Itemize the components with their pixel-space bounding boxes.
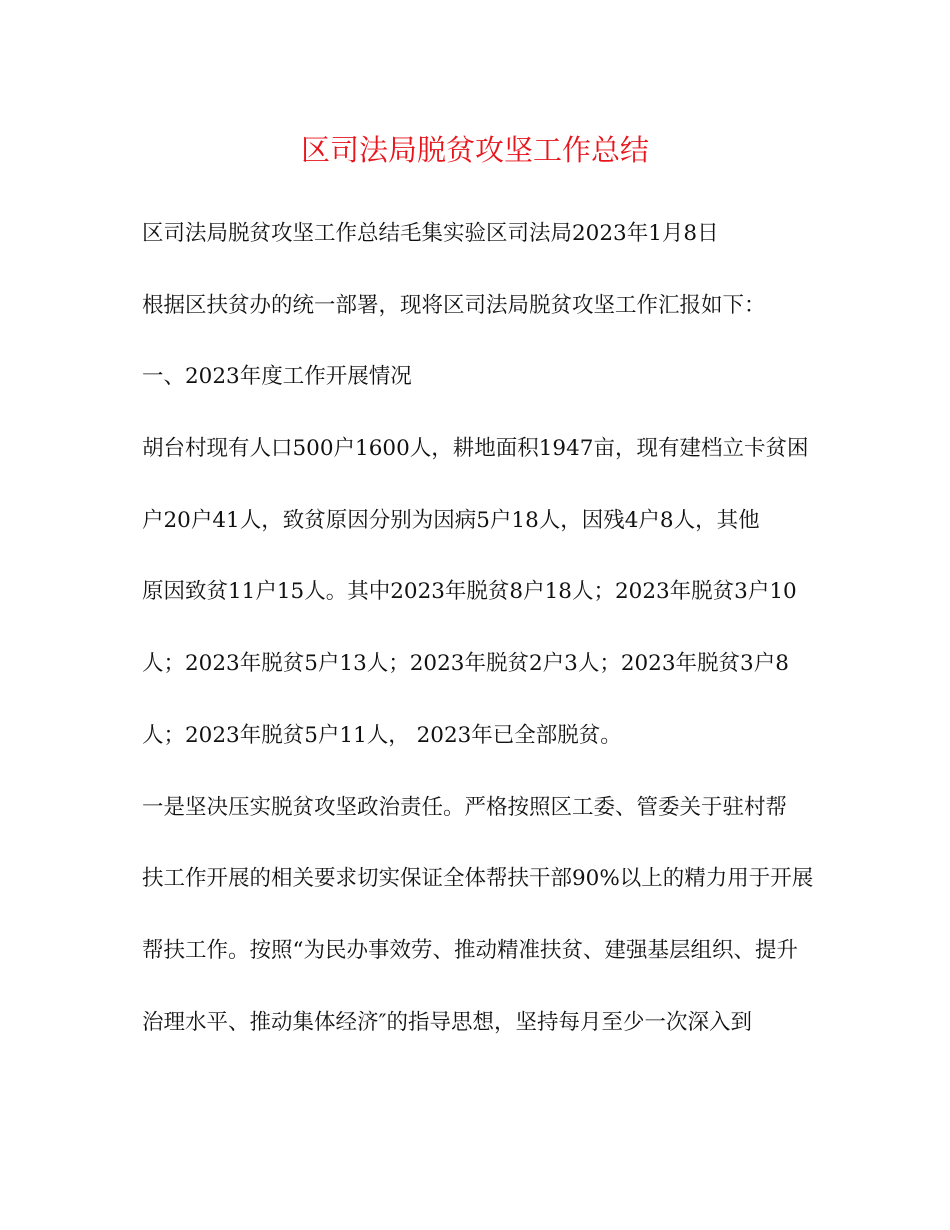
paragraph-line: 人；2023年脱贫5户13人；2023年脱贫2户3人；2023年脱贫3户8 <box>142 651 789 677</box>
paragraph-line: 区司法局脱贫攻坚工作总结毛集实验区司法局2023年1月8日 <box>142 221 719 246</box>
paragraph-line: 户20户41人，致贫原因分别为因病5户18人，因残4户8人，其他 <box>142 507 760 533</box>
document-title: 区司法局脱贫攻坚工作总结 <box>300 133 649 167</box>
paragraph-line: 治理水平、推动集体经济″的指导思想，坚持每月至少一次深入到 <box>142 1009 753 1035</box>
paragraph-line: 扶工作开展的相关要求切实保证全体帮扶干部90%以上的精力用于开展 <box>142 866 814 892</box>
section-heading: 一、2023年度工作开展情况 <box>142 364 412 390</box>
paragraph-line: 根据区扶贫办的统一部署，现将区司法局脱贫攻坚工作汇报如下： <box>142 292 766 318</box>
paragraph-line: 原因致贫11户15人。其中2023年脱贫8户18人；2023年脱贫3户10 <box>142 579 797 605</box>
paragraph-line: 一是坚决压实脱贫攻坚政治责任。严格按照区工委、管委关于驻村帮 <box>142 794 788 820</box>
paragraph-line: 胡台村现有人口500户1600人，耕地面积1947亩，现有建档立卡贫困 <box>142 436 809 462</box>
document-body <box>142 210 822 1070</box>
paragraph-line: 人；2023年脱贫5户11人， 2023年已全部脱贫。 <box>142 722 622 748</box>
paragraph-line: 帮扶工作。按照“为民办事效劳、推动精准扶贫、建强基层组织、提升 <box>142 937 798 963</box>
